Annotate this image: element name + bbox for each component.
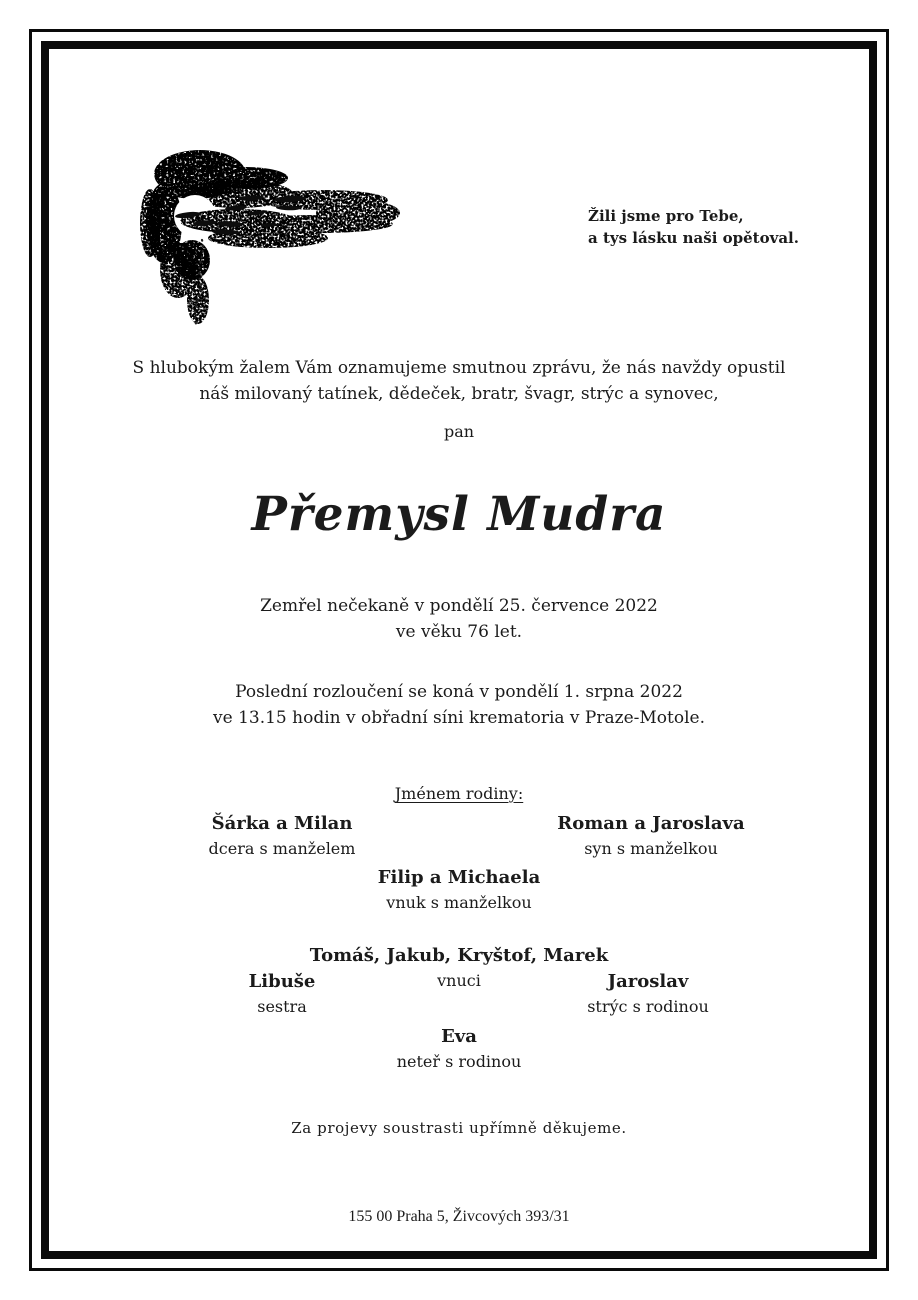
announcement-line-2: náš milovaný tatínek, dědeček, bratr, švagr, strýc a synovec, (199, 383, 719, 404)
death-info-line-2: ve věku 76 let. (395, 621, 523, 642)
family-relation: vnuk s manželkou (386, 892, 532, 912)
family-heading: Jménem rodiny: (394, 784, 524, 803)
funeral-info-line-2: ve 13.15 hodin v obřadní síni krematoria v Praze-Motole. (213, 707, 705, 728)
family-member-daughter (132, 813, 432, 858)
condolence-thanks: Za projevy soustrasti upřímně děkujeme. (291, 1119, 627, 1137)
family-relation: vnuci (437, 970, 481, 990)
family-member-grandson (60, 867, 858, 912)
family-relation: strýc s rodinou (587, 996, 709, 1016)
family-names: Eva (441, 1026, 477, 1047)
announcement (60, 356, 858, 407)
funeral-info (60, 680, 858, 731)
family-names: Tomáš, Jakub, Kryštof, Marek (309, 945, 609, 966)
family-member-sister (132, 971, 432, 1016)
address-footer: 155 00 Praha 5, Živcových 393/31 (348, 1208, 570, 1225)
family-relation: sestra (257, 996, 307, 1016)
death-info (60, 594, 858, 645)
family-names: Filip a Michaela (377, 867, 541, 888)
announcement-line-1: S hlubokým žalem Vám oznamujeme smutnou zprávu, že nás navždy opustil (132, 358, 786, 378)
family-names: Roman a Jaroslava (557, 813, 745, 834)
family-names: Jaroslav (607, 971, 689, 992)
quote-line-1: Žili jsme pro Tebe, (588, 207, 744, 225)
family-member-niece (60, 1026, 858, 1071)
death-info-line-1: Zemřel nečekaně v pondělí 25. července 2022 (260, 596, 658, 616)
deceased-name: Přemysl Mudra (251, 487, 667, 542)
family-names: Šárka a Milan (211, 813, 353, 834)
family-relation: syn s manželkou (584, 838, 718, 858)
quote-line-2: a tys lásku naši opětoval. (588, 228, 799, 247)
family-relation: neteř s rodinou (396, 1051, 522, 1071)
family-relation: dcera s manželem (208, 838, 356, 858)
memorial-quote (588, 206, 799, 250)
salutation: pan (443, 422, 475, 441)
sun-with-flying-birds-icon (118, 128, 418, 333)
family-member-son (501, 813, 801, 858)
family-names: Libuše (248, 971, 316, 992)
family-member-uncle (498, 971, 798, 1016)
funeral-info-line-1: Poslední rozloučení se koná v pondělí 1. srpna 2022 (235, 682, 683, 702)
